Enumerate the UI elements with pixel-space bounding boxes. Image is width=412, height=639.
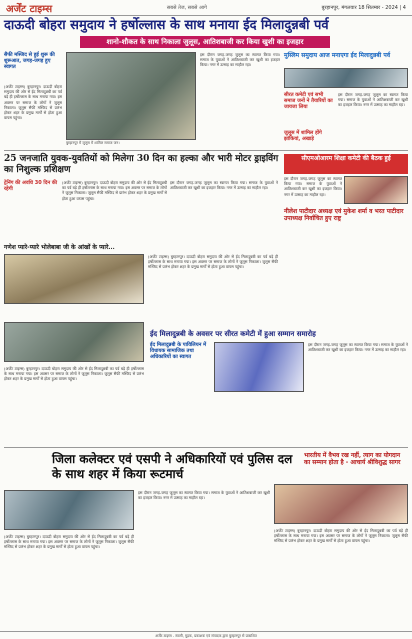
main-subhead: शानो-शौकत के साथ निकाला जुलूस, आतिशबाजी कर किया खुशी का इजहार bbox=[80, 36, 330, 48]
article-text-1: (अर्जेंट टाइम्स) बुरहानपुर। दाऊदी बोहरा समुदाय की ओर से ईद मिलादुन्नबी का पर्व बड़े ही हर्षोल्लास के साथ मनाया गया। इस अवसर पर समाज के लोगों ने जुलूस निकाला। जुलूस सैफी मस्जिद से प्रारंभ होकर शहर के प्रमुख मार्गों से होता हुआ वापस पहुंचा। bbox=[4, 84, 62, 121]
eid-photo bbox=[214, 342, 304, 392]
bharat-text: (अर्जेंट टाइम्स) बुरहानपुर। दाऊदी बोहरा समुदाय की ओर से ईद मिलादुन्नबी का पर्व बड़े ही हर्षोल्लास के साथ मनाया गया। इस अवसर पर समाज के लोगों ने जुलूस निकाला। जुलूस सैफी मस्जिद से प्रारंभ होकर शहर के प्रमुख मार्गों से होता हुआ वापस पहुंचा। bbox=[274, 528, 408, 544]
right-quote: जुलूस में शामिल होंगे झांकियां, अखाड़े bbox=[284, 130, 322, 142]
sirat-photo bbox=[344, 176, 408, 204]
bharat-headline: भारतीय में वैभव रख नहीं, त्याग का योगदान का सम्मान होता है - आचार्य श्रीविशुद्ध सागर bbox=[304, 452, 401, 466]
ganesh-text: (अर्जेंट टाइम्स) बुरहानपुर। दाऊदी बोहरा समुदाय की ओर से ईद मिलादुन्नबी का पर्व बड़े ही हर्षोल्लास के साथ मनाया गया। इस अवसर पर समाज के लोगों ने जुलूस निकाला। जुलूस सैफी मस्जिद से प्रारंभ होकर शहर के प्रमुख मार्गों से होता हुआ वापस पहुंचा। bbox=[148, 254, 278, 270]
right-side-note: सीरत कमेटी एवं सभी समाज जनों ने तैयारियों का जायजा लिया bbox=[284, 92, 333, 110]
masthead bbox=[0, 0, 412, 16]
right-article-text: इस दौरान जगह-जगह जुलूस का स्वागत किया गया। समाज के युवाओं ने आतिशबाजी कर खुशी का इजहार किया। नगर में उत्साह का माहौल रहा। bbox=[338, 92, 408, 108]
training-text-2: इस दौरान जगह-जगह जुलूस का स्वागत किया गया। समाज के युवाओं ने आतिशबाजी कर खुशी का इजहार किया। नगर में उत्साह का माहौल रहा। bbox=[170, 180, 278, 191]
divider-2 bbox=[4, 447, 408, 448]
eid-subhead: ईद मिलादुन्नबी के पाविलियन में विधायक सामाजिक तथा अधिकारियों का स्वागत bbox=[150, 342, 207, 360]
side-quote-left: सैफी मस्जिद से हुई शुरू की शुरूआत, जगह-जगह हुए स्वागत bbox=[4, 52, 55, 70]
route-march-photo bbox=[4, 490, 134, 530]
footer-imprint: अर्जेंट टाइम्स - स्वामी, मुद्रक, प्रकाशक एवं संपादक द्वारा बुरहानपुर से प्रकाशित bbox=[0, 631, 412, 639]
ganesh-photo bbox=[4, 254, 144, 304]
article-text-2: इस दौरान जगह-जगह जुलूस का स्वागत किया गया। समाज के युवाओं ने आतिशबाजी कर खुशी का इजहार किया। नगर में उत्साह का माहौल रहा। bbox=[200, 52, 280, 68]
right-headline: मुस्लिम समुदाय आज मनाएगा ईद मिलादुन्नबी पर्व bbox=[284, 52, 391, 59]
procession-photo bbox=[66, 52, 196, 140]
left-text-2: (अर्जेंट टाइम्स) बुरहानपुर। दाऊदी बोहरा समुदाय की ओर से ईद मिलादुन्नबी का पर्व बड़े ही हर्षोल्लास के साथ मनाया गया। इस अवसर पर समाज के लोगों ने जुलूस निकाला। जुलूस सैफी मस्जिद से प्रारंभ होकर शहर के प्रमुख मार्गों से होता हुआ वापस पहुंचा। bbox=[4, 366, 144, 382]
photo-caption: बुरहानपुर में जुलूस में शामिल समाज जन। bbox=[66, 141, 120, 145]
route-march-text-2: इस दौरान जगह-जगह जुलूस का स्वागत किया गया। समाज के युवाओं ने आतिशबाजी कर खुशी का इजहार किया। नगर में उत्साह का माहौल रहा। bbox=[138, 490, 270, 501]
ganesh-headline: गणेश प्यारे-प्यारे भोलेबाबा जी के आंखों के प्यारे... bbox=[4, 244, 115, 251]
eid-text: इस दौरान जगह-जगह जुलूस का स्वागत किया गया। समाज के युवाओं ने आतिशबाजी कर खुशी का इजहार किया। नगर में उत्साह का माहौल रहा। bbox=[308, 342, 408, 353]
sirat-text: इस दौरान जगह-जगह जुलूस का स्वागत किया गया। समाज के युवाओं ने आतिशबाजी कर खुशी का इजहार किया। नगर में उत्साह का माहौल रहा। bbox=[284, 176, 342, 197]
route-march-text: (अर्जेंट टाइम्स) बुरहानपुर। दाऊदी बोहरा समुदाय की ओर से ईद मिलादुन्नबी का पर्व बड़े ही हर्षोल्लास के साथ मनाया गया। इस अवसर पर समाज के लोगों ने जुलूस निकाला। जुलूस सैफी मस्जिद से प्रारंभ होकर शहर के प्रमुख मार्गों से होता हुआ वापस पहुंचा। bbox=[4, 534, 134, 550]
bharat-photo bbox=[274, 484, 408, 524]
tagline: सबसे तेज, सबसे आगे bbox=[166, 4, 207, 11]
left-photo-2 bbox=[4, 322, 144, 362]
eid-headline: ईद मिलादुन्नबी के अवसर पर सीरत कमेटी में हुआ सम्मान समारोह bbox=[150, 329, 316, 338]
election-headline: नीलेश पाटीदार अध्यक्ष एवं मुकेश शर्मा व भरत पाटीदार उपाध्यक्ष निर्वाचित हुए राष्ट्र bbox=[284, 208, 404, 222]
training-side-note: ट्रेनिंग की अवधि 30 दिन की रहेगी bbox=[4, 180, 58, 192]
main-headline: दाऊदी बोहरा समुदाय ने हर्षोल्लास के साथ मनाया ईद मिलादुन्नबी पर्व bbox=[4, 18, 329, 33]
sirat-committee-box: सीएमओआरम शिक्षा कमेटी की बैठक हुई bbox=[284, 154, 408, 174]
issue-date: बुरहानपुर, मंगलवार 18 सितम्बर - 2024 | 4 bbox=[321, 4, 406, 11]
training-headline: 25 जनजाति युवक-युवतियों को मिलेगा 30 दिन का हल्का और भारी मोटर ड्राइविंग का निशुल्क प्रशिक्षण bbox=[4, 154, 279, 175]
training-text: (अर्जेंट टाइम्स) बुरहानपुर। दाऊदी बोहरा समुदाय की ओर से ईद मिलादुन्नबी का पर्व बड़े ही हर्षोल्लास के साथ मनाया गया। इस अवसर पर समाज के लोगों ने जुलूस निकाला। जुलूस सैफी मस्जिद से प्रारंभ होकर शहर के प्रमुख मार्गों से होता हुआ वापस पहुंचा। bbox=[62, 180, 167, 201]
route-march-headline: जिला कलेक्टर एवं एसपी ने अधिकारियों एवं पुलिस दल के साथ शहर में किया रूटमार्च bbox=[52, 452, 293, 481]
divider bbox=[4, 150, 408, 151]
newspaper-logo: अर्जेंट टाइम्स bbox=[6, 3, 53, 15]
right-photo bbox=[284, 68, 408, 88]
